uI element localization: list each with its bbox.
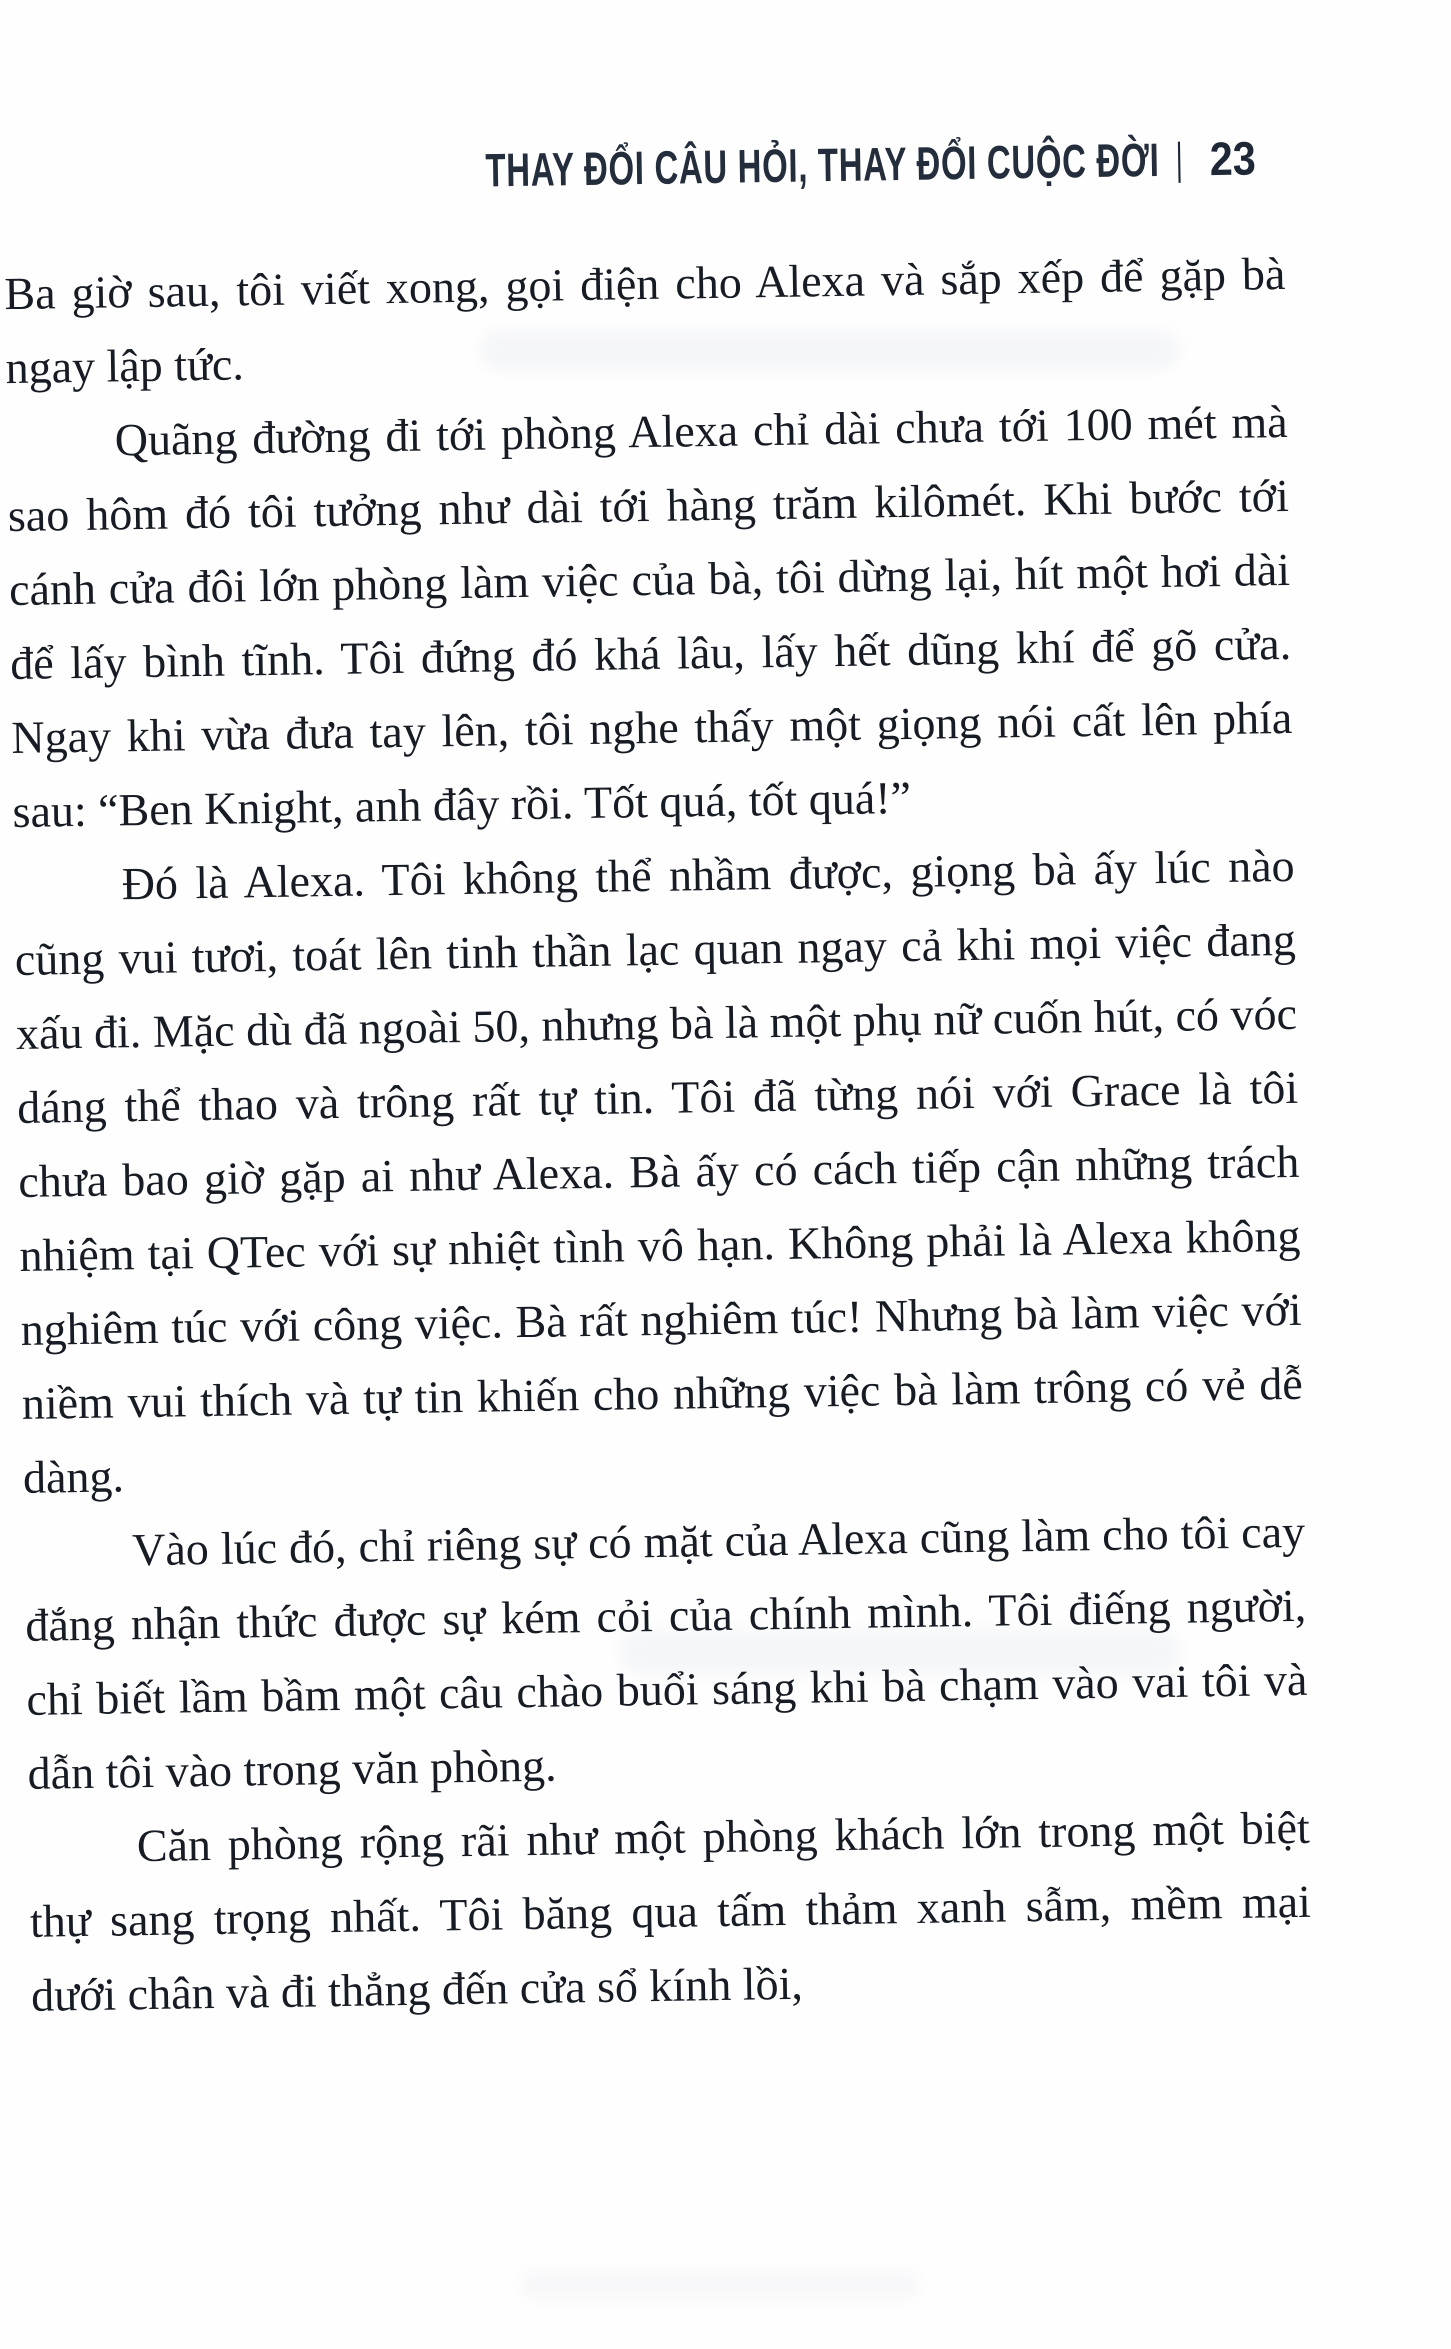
paragraph: Vào lúc đó, chỉ riêng sự có mặt của Alexa cũng làm cho tôi cay đắng nhận thức được sự kém cỏi của chính mình. Tôi điếng người, chỉ biết lầm bầm một câu chào buổi sáng khi bà chạm vào vai tôi và dẫn tôi vào trong văn phòng. xyxy=(24,1505,1308,1799)
paragraph: Ba giờ sau, tôi viết xong, gọi điện cho Alexa và sắp xếp để gặp bà ngay lập tức. xyxy=(4,247,1286,394)
paragraph: Căn phòng rộng rãi như một phòng khách lớn trong một biệt thự sang trọng nhất. Tôi băng qua tấm thảm xanh sẫm, mềm mại dưới chân và đi thẳng đến cửa sổ kính lồi, xyxy=(29,1801,1312,2021)
paragraph: Quãng đường đi tới phòng Alexa chỉ dài chưa tới 100 mét mà sao hôm đó tôi tưởng như dài tới hàng trăm kilômét. Khi bước tới cánh cửa đôi lớn phòng làm việc của bà, tôi dừng lại, hít một hơi dài để lấy bình tĩnh. Tôi đứng đó khá lâu, lấy hết dũng khí để gõ cửa. Ngay khi vừa đưa tay lên, tôi nghe thấy một giọng nói cất lên phía sau: “Ben Knight, anh đây rồi. Tốt quá, tốt quá!” xyxy=(7,395,1293,838)
running-head-title: THAY ĐỔI CÂU HỎI, THAY ĐỔI CUỘC ĐỜI xyxy=(485,132,1161,197)
scan-artifact xyxy=(520,2270,920,2300)
paragraph: Đó là Alexa. Tôi không thể nhầm được, giọng bà ấy lúc nào cũng vui tươi, toát lên tinh thần lạc quan ngay cả khi mọi việc đang xấu đi. Mặc dù đã ngoài 50, nhưng bà là một phụ nữ cuốn hút, có vóc dáng thể thao và trông rất tự tin. Tôi đã từng nói với Grace là tôi chưa bao giờ gặp ai như Alexa. Bà ấy có cách tiếp cận những trách nhiệm tại QTec với sự nhiệt tình vô hạn. Không phải là Alexa không nghiêm túc với công việc. Bà rất nghiêm túc! Nhưng bà làm việc với niềm vui thích và tự tin khiến cho những việc bà làm trông có vẻ dễ dàng. xyxy=(14,839,1304,1503)
page-header xyxy=(2,130,1256,205)
page-number: 23 xyxy=(1209,131,1256,186)
book-page xyxy=(2,130,1312,2033)
header-divider: | xyxy=(1175,134,1184,184)
page-body xyxy=(4,237,1313,2033)
